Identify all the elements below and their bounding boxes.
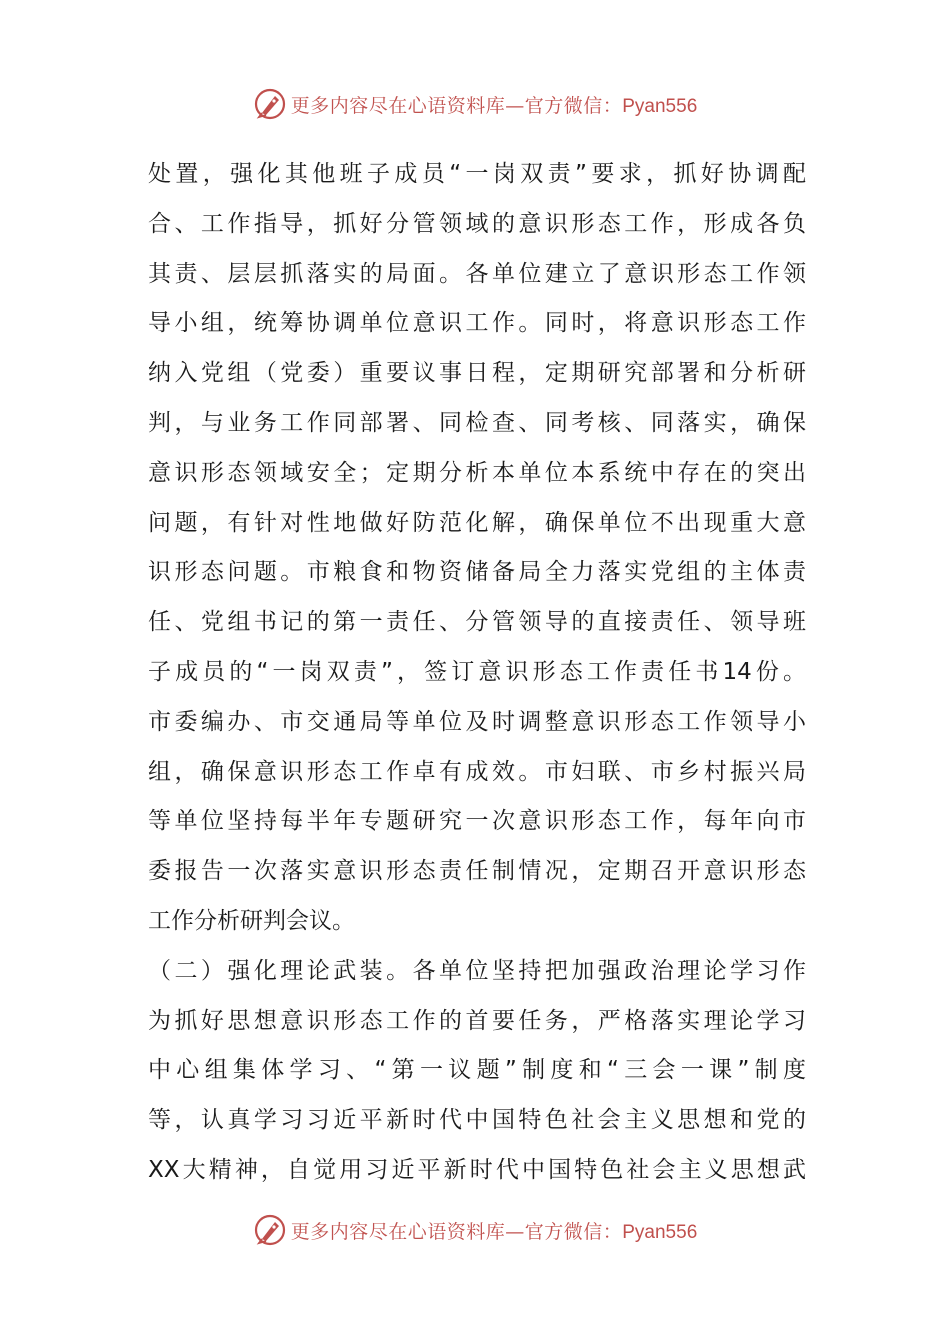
- body-line: 等单位坚持每半年专题研究一次意识形态工作，每年向市: [148, 808, 806, 835]
- body-line: 识形态问题。市粮食和物资储备局全力落实党组的主体责: [148, 559, 806, 586]
- section-heading-line: （二）强化理论武装。各单位坚持把加强政治理论学习作: [148, 957, 806, 984]
- body-line: 意识形态领域安全；定期分析本单位本系统中存在的突出: [148, 459, 806, 486]
- body-line: 导小组，统筹协调单位意识工作。同时，将意识形态工作: [148, 310, 806, 337]
- body-line: 任、党组书记的第一责任、分管领导的直接责任、领导班: [148, 609, 806, 636]
- body-line: 其责、层层抓落实的局面。各单位建立了意识形态工作领: [148, 260, 806, 287]
- body-line: 判，与业务工作同部署、同检查、同考核、同落实，确保: [148, 409, 806, 436]
- body-line: 处置，强化其他班子成员“一岗双责”要求，抓好协调配: [148, 161, 806, 187]
- body-line: 纳入党组（党委）重要议事日程，定期研究部署和分析研: [148, 360, 806, 387]
- watermark-wechat-id: Pyan556: [622, 1221, 698, 1243]
- body-line: 市委编办、市交通局等单位及时调整意识形态工作领导小: [148, 708, 806, 735]
- watermark-text: [291, 91, 698, 118]
- pen-nib-icon: [253, 87, 287, 121]
- footer-watermark: [0, 1210, 950, 1250]
- body-line: 子成员的“一岗双责”，签订意识形态工作责任书14份。: [148, 658, 806, 685]
- body-line: XX大精神，自觉用习近平新时代中国特色社会主义思想武: [148, 1156, 806, 1183]
- body-line: 等，认真学习习近平新时代中国特色社会主义思想和党的: [148, 1107, 806, 1134]
- body-line: 工作分析研判会议。: [148, 907, 355, 934]
- body-line: 为抓好思想意识形态工作的首要任务，严格落实理论学习: [148, 1007, 806, 1034]
- watermark-text-cn: 更多内容尽在心语资料库—官方微信：: [290, 94, 623, 117]
- pen-nib-icon: [253, 1213, 287, 1247]
- body-line: 合、工作指导，抓好分管领域的意识形态工作，形成各负: [148, 210, 806, 237]
- document-body: [148, 150, 806, 1196]
- body-line: 问题，有针对性地做好防范化解，确保单位不出现重大意: [148, 509, 806, 536]
- header-watermark: [0, 84, 950, 124]
- watermark-text: [291, 1217, 698, 1244]
- body-line: 组，确保意识形态工作卓有成效。市妇联、市乡村振兴局: [148, 758, 806, 785]
- watermark-wechat-id: Pyan556: [622, 95, 698, 117]
- body-line: 中心组集体学习、“第一议题”制度和“三会一课”制度: [148, 1057, 806, 1084]
- body-line: 委报告一次落实意识形态责任制情况，定期召开意识形态: [148, 858, 806, 885]
- watermark-text-cn: 更多内容尽在心语资料库—官方微信：: [290, 1220, 623, 1243]
